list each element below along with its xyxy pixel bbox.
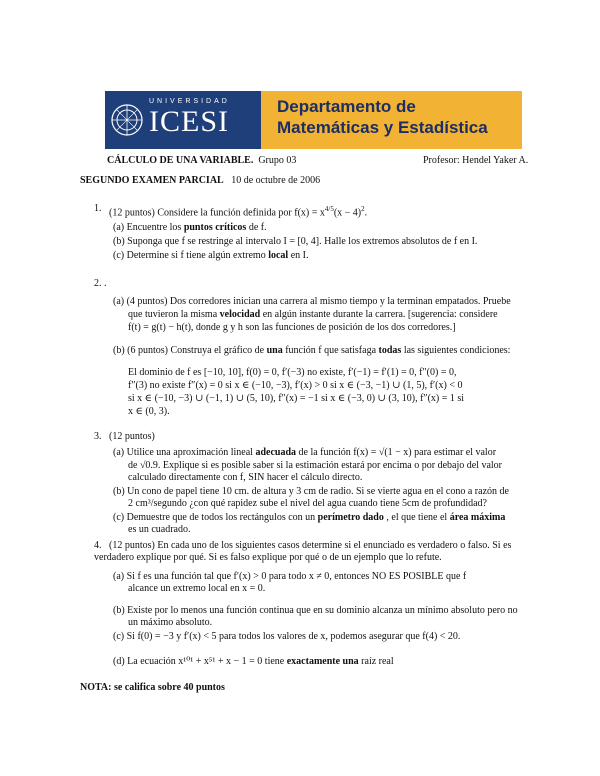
q2-number: 2. . (94, 278, 107, 289)
q1-exponent: 4/5 (324, 205, 334, 213)
logo-text: ICESI (149, 105, 229, 138)
q2-part-b: (b) (6 puntos) Construya el gráfico de una función f que satisfaga todas las siguientes condiciones: (113, 345, 511, 356)
q4-intro-line2: verdadero explique por qué. Si es falso explique por qué o de un ejemplo que lo refute. (94, 552, 442, 563)
q3-number: 3. (94, 431, 102, 442)
q4-part-a-line1: (a) Si f es una función tal que f′(x) > 0 para todo x ≠ 0, entonces NO ES POSIBLE que f (113, 571, 467, 582)
exam-date: 10 de octubre de 2006 (231, 175, 321, 186)
header-banner (105, 91, 522, 149)
department-line-2: Matemáticas y Estadística (277, 118, 488, 137)
professor-label: Profesor: Hendel Yaker A. (423, 155, 529, 166)
q3-part-a-line3: calculado directamente con f, SIN hacer el cálculo directo. (128, 472, 363, 483)
group-label: Grupo 03 (258, 155, 297, 166)
q4-part-b-line2: un máximo absoluto. (128, 617, 213, 628)
department-line-1: Departamento de (277, 97, 416, 116)
university-label: UNIVERSIDAD (149, 98, 230, 105)
q3-intro: (12 puntos) (109, 431, 155, 442)
q1-square: 2 (361, 205, 365, 213)
q4-part-c: (c) Si f(0) = −3 y f′(x) < 5 para todos los valores de x, podemos asegurar que f(4) < 20. (113, 631, 461, 642)
q4-number: 4. (94, 540, 102, 551)
q1-intro: (12 puntos) Considere la función definida por $f(x) = x^{4/5}(x - 4)^2$. (109, 205, 368, 219)
q1-intro-text: (12 puntos) Considere la función definida por f(x) = x (109, 207, 325, 219)
icesi-logo (105, 91, 261, 149)
q3-part-b-line1: (b) Un cono de papel tiene 10 cm. de altura y 3 cm de radio. Si se vierte agua en el cono a razón de (113, 486, 509, 497)
q4-intro-line1: (12 puntos) En cada uno de los siguientes casos determine si el enunciado es verdadero o falso. Si es (109, 540, 512, 551)
q2-part-a-line1: (a) (4 puntos) Dos corredores inician una carrera al mismo tiempo y la terminan empatados. Pruebe (113, 296, 511, 307)
grading-note: NOTA: se califica sobre 40 puntos (80, 682, 225, 693)
q2-part-a-line2: que tuvieron la misma velocidad en algún instante durante la carrera. [sugerencia: considere (128, 309, 498, 320)
q2-part-a-line3: f(t) = g(t) − h(t), donde g y h son las funciones de posición de los dos corredores.] (128, 322, 456, 333)
university-seal-icon (107, 91, 147, 149)
exam-title: SEGUNDO EXAMEN PARCIAL (80, 175, 224, 186)
course-title: CÁLCULO DE UNA VARIABLE. (107, 155, 254, 166)
course-line (107, 155, 296, 167)
q2-condition-1: El dominio de f es [−10, 10], f(0) = 0, f′(−3) no existe, f′(−1) = f′(1) = 0, f″(0) = 0, (128, 367, 457, 378)
q2-condition-3: si x ∈ (−10, −3) ∪ (−1, 1) ∪ (5, 10), f″(x) = −1 si x ∈ (−3, 0) ∪ (3, 10), f″(x) = 1 si (128, 393, 465, 404)
q2-condition-2: f″(3) no existe f″(x) = 0 si x ∈ (−10, −3), f′(x) > 0 si x ∈ (−3, −1) ∪ (1, 5), f′(x) < 0 (128, 380, 463, 391)
exam-line (80, 175, 320, 187)
q3-part-b-line2: 2 cm³/segundo ¿con qué rapidez sube el nivel del agua cuando tiene 5cm de profundidad? (128, 498, 487, 509)
q1-number: 1. (94, 203, 102, 214)
q1-part-a: (a) Encuentre los puntos críticos de f. (113, 222, 267, 233)
q3-part-c-line2: es un cuadrado. (128, 524, 191, 535)
q4-part-d: (d) La ecuación x¹⁰¹ + x⁵¹ + x − 1 = 0 tiene exactamente una raíz real (113, 656, 394, 667)
q4-part-b-line1: (b) Existe por lo menos una función continua que en su dominio alcanza un mínimo absoluto pero no (113, 605, 518, 616)
q3-part-a-line1: (a) Utilice una aproximación lineal adecuada de la función f(x) = √(1 − x) para estimar el valor (113, 447, 497, 458)
q1-intro-end: (x − 4) (333, 207, 362, 219)
department-title (261, 91, 522, 149)
q4-part-a-line2: alcance un extremo local en x = 0. (128, 583, 266, 594)
q1-part-b: (b) Suponga que f se restringe al intervalo I = [0, 4]. Halle los extremos absolutos de f en I. (113, 236, 478, 247)
q3-part-c-line1: (c) Demuestre que de todos los rectángulos con un perímetro dado , el que tiene el área máxima (113, 512, 506, 523)
q2-condition-4: x ∈ (0, 3). (128, 406, 170, 417)
q1-part-c: (c) Determine si f tiene algún extremo local en I. (113, 250, 309, 261)
q3-part-a-line2: de √0.9. Explique si es posible saber si la estimación estará por encima o por debajo del valor (128, 460, 502, 471)
